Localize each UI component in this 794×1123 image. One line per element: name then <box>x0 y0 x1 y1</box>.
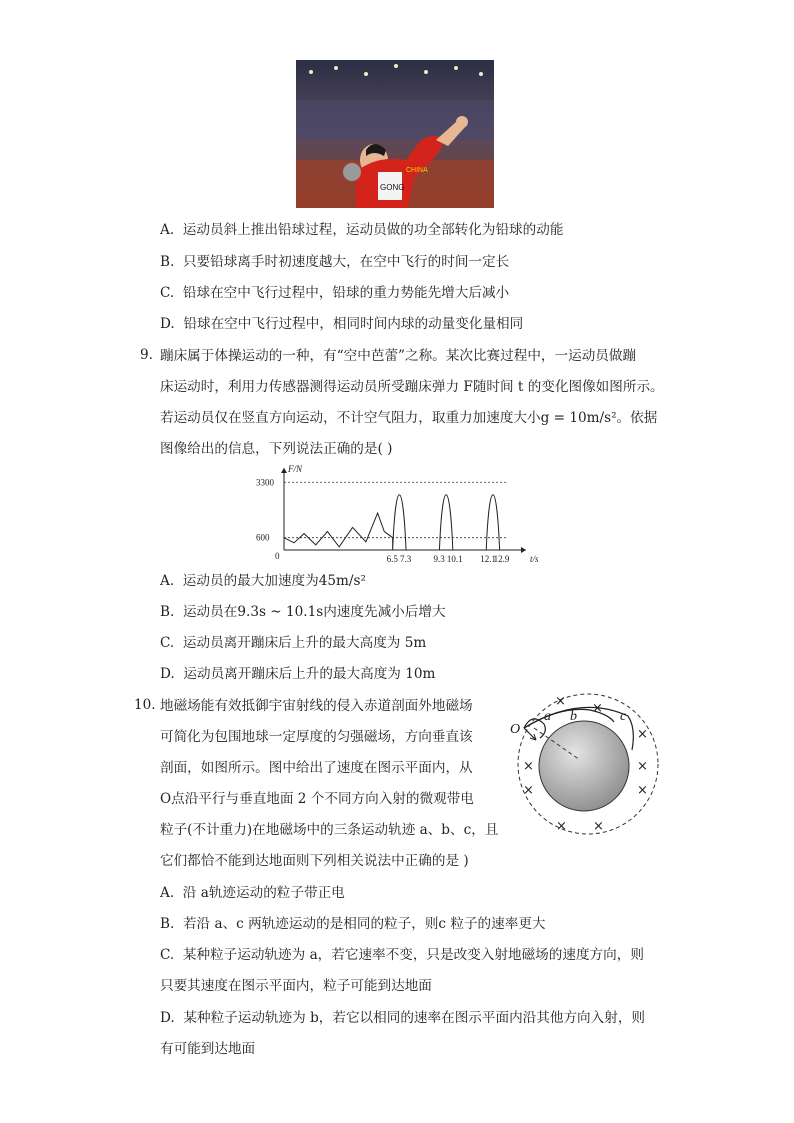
field-cross: × <box>556 819 567 834</box>
field-cross: × <box>637 759 648 774</box>
label-o: O <box>510 722 521 737</box>
x-tick-label: 9.3 <box>433 554 445 564</box>
q10-option-c-cont: 只要其速度在图示平面内，粒子可能到达地面 <box>160 978 432 994</box>
q9-option-a: A. 运动员的最大加速度为45m/s² <box>160 573 366 589</box>
q9-option-d: D. 运动员离开蹦床后上升的最大高度为 10m <box>160 666 436 682</box>
shot-put-photo <box>296 60 494 208</box>
magnetic-field-diagram <box>500 688 664 838</box>
q10-option-c: C. 某种粒子运动轨迹为 a，若它速率不变，只是改变入射地磁场的速度方向，则 <box>160 947 644 963</box>
q10-stem-line-4: O点沿平行与垂直地面 2 个不同方向入射的微观带电 <box>160 791 474 807</box>
field-cross: × <box>637 783 648 798</box>
x-tick-label: 12.9 <box>493 554 510 564</box>
field-cross: × <box>523 759 534 774</box>
y-tick-label: 3300 <box>256 477 274 488</box>
x-tick-label: 6.5 <box>386 554 398 564</box>
q9-stem-line-4: 图像给出的信息，下列说法正确的是( ) <box>160 441 393 457</box>
field-cross: × <box>592 701 603 716</box>
origin-label: 0 <box>275 551 280 561</box>
q9-stem-line-3: 若运动员仅在竖直方向运动，不计空气阻力，取重力加速度大小g = 10m/s²。依据 <box>160 410 658 426</box>
label-c: c <box>620 709 627 724</box>
x-axis-arrow <box>521 547 526 553</box>
flag-text: CHINA <box>406 167 428 174</box>
earth-disc <box>539 721 629 811</box>
y-tick-label: 600 <box>256 532 270 543</box>
x-tick-label: 7.3 <box>400 554 412 564</box>
q10-stem-line-2: 可简化为包围地球一定厚度的匀强磁场，方向垂直该 <box>160 729 473 745</box>
q10-option-d: D. 某种粒子运动轨迹为 b，若它以相同的速率在图示平面内沿其他方向入射，则 <box>160 1010 646 1026</box>
field-cross: × <box>637 727 648 742</box>
q10-stem-line-1: 地磁场能有效抵御宇宙射线的侵入赤道剖面外地磁场 <box>160 698 473 714</box>
q8-option-c: C. 铅球在空中飞行过程中，铅球的重力势能先增大后减小 <box>160 285 510 301</box>
y-axis-label: F/N <box>288 464 303 474</box>
force-curve <box>284 495 500 550</box>
y-axis-arrow <box>281 468 287 473</box>
force-time-chart <box>248 462 548 570</box>
q10-stem-line-5: 粒子(不计重力)在地磁场中的三条运动轨迹 a、b、c，且 <box>160 822 499 838</box>
field-cross: × <box>555 694 566 709</box>
q8-option-a: A. 运动员斜上推出铅球过程，运动员做的功全部转化为铅球的动能 <box>160 222 564 238</box>
q9-option-b: B. 运动员在9.3s ~ 10.1s内速度先减小后增大 <box>160 604 446 620</box>
q10-number: 10. <box>134 697 156 713</box>
q10-option-b: B. 若沿 a、c 两轨迹运动的是相同的粒子，则c 粒子的速率更大 <box>160 916 546 932</box>
label-a: a <box>544 709 551 724</box>
q10-option-d-cont: 有可能到达地面 <box>160 1041 256 1057</box>
q8-option-d: D. 铅球在空中飞行过程中，相同时间内球的动量变化量相同 <box>160 316 524 332</box>
q9-stem-line-2: 床运动时，利用力传感器测得运动员所受蹦床弹力 F随时间 t 的变化图像如图所示。 <box>160 379 664 395</box>
q9-option-c: C. 运动员离开蹦床后上升的最大高度为 5m <box>160 635 427 651</box>
x-tick-label: 10.1 <box>446 554 463 564</box>
label-b: b <box>570 709 577 724</box>
q8-option-b: B. 只要铅球离手时初速度越大，在空中飞行的时间一定长 <box>160 254 510 270</box>
q9-number: 9. <box>140 347 153 363</box>
q9-stem-line-1: 蹦床属于体操运动的一种，有“空中芭蕾”之称。某次比赛过程中，一运动员做蹦 <box>160 348 637 364</box>
bib-text: GONG <box>380 183 405 192</box>
q10-option-a: A. 沿 a轨迹运动的粒子带正电 <box>160 885 345 901</box>
x-tick-label: 12.1 <box>480 554 496 564</box>
x-axis-label: t/s <box>530 554 539 564</box>
q10-stem-line-3: 剖面，如图所示。图中给出了速度在图示平面内，从 <box>160 760 473 776</box>
q10-stem-line-6: 它们都恰不能到达地面则下列相关说法中正确的是 ) <box>160 853 469 869</box>
field-cross: × <box>523 783 534 798</box>
field-cross: × <box>593 819 604 834</box>
